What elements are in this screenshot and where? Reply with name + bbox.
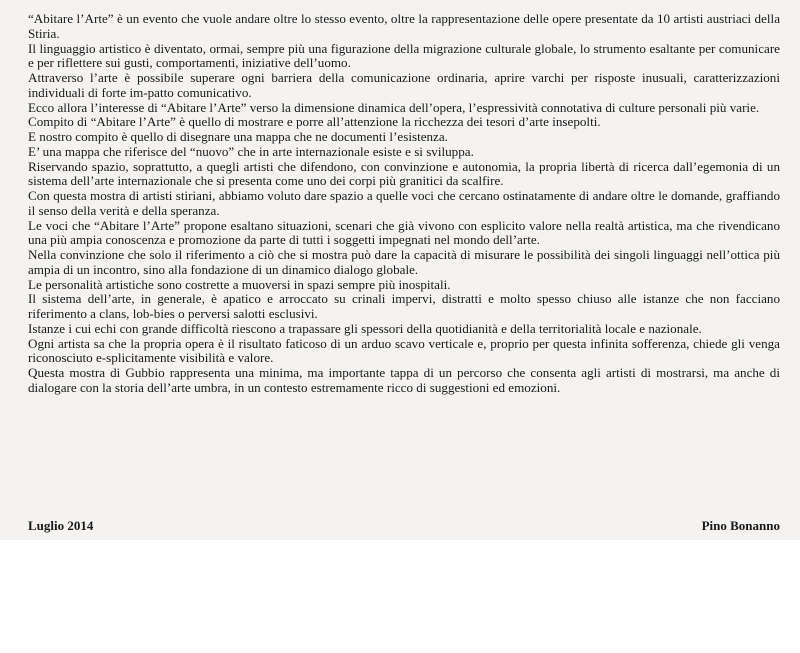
paragraph-8: Riservando spazio, soprattutto, a quegli artisti che difendono, con convinzione e autonomia, la propria libertà di ricerca dall’egemonia di un sistema dell’arte internazionale che si presenta come uno dei corpi più granitici da scalfire. bbox=[28, 158, 780, 189]
date-text: Luglio 2014 bbox=[28, 518, 94, 533]
paragraph-14: Istanze i cui echi con grande difficoltà riescono a trapassare gli spessori della quotidianità e della territorialità locale e nazionale. bbox=[28, 320, 702, 336]
paragraph-15: Ogni artista sa che la propria opera è il risultato faticoso di un arduo scavo verticale e, proprio per questa infinita sofferenza, chiede gli venga riconosciuto e-splicitamente visibilità e valore. bbox=[28, 335, 780, 366]
paragraph-1: “Abitare l’Arte” è un evento che vuole andare oltre lo stesso evento, oltre la rappresentazione delle opere presentate da 10 artisti austriaci della Stiria. bbox=[28, 11, 780, 41]
paragraph-11: Nella convinzione che solo il riferimento a ciò che si mostra può dare la capacità di misurare le possibilità dei singoli linguaggi nell’ottica più ampia di un incontro, sino alla fondazione di un dinamico dialogo globale. bbox=[28, 247, 780, 277]
paragraph-16: Questa mostra di Gubbio rappresenta una minima, ma importante tappa di un percorso che consenta agli artisti di mostrarsi, ma anche di dialogare con la storia dell’arte umbra, in un contesto estremamente ricco di suggestioni ed emozioni. bbox=[28, 365, 780, 395]
author-name: Pino Bonanno bbox=[701, 518, 780, 533]
paragraph-9: Con questa mostra di artisti stiriani, abbiamo voluto dare spazio a quelle voci che cercano ostinatamente di andare oltre le domande, graffiando il senso della verità e della speranza. bbox=[28, 188, 780, 218]
paragraph-5: Compito di “Abitare l’Arte” è quello di mostrare e porre all’attenzione la ricchezza dei tesori d’arte insepolti. bbox=[28, 114, 601, 130]
paragraph-7: E’ una mappa che riferisce del “nuovo” che in arte internazionale esiste e si sviluppa. bbox=[28, 143, 474, 159]
paragraph-6: E nostro compito è quello di disegnare una mappa che ne documenti l’esistenza. bbox=[28, 129, 448, 144]
paragraph-10: Le voci che “Abitare l’Arte” propone esaltano situazioni, scenari che già vivono con esplicito valore nella realtà artistica, ma che rivendicano una più ampia conoscenza e promozione da parte di tutti i soggetti impegnati nel mondo dell’arte. bbox=[28, 217, 780, 248]
paragraph-4: Ecco allora l’interesse di “Abitare l’Arte” verso la dimensione dinamica dell’opera, l’espressività connotativa di culture personali più varie. bbox=[28, 99, 760, 115]
paragraph-13: Il sistema dell’arte, in generale, è apatico e arroccato su crinali impervi, distratti e molto spesso chiuso alle istanze che non facciano riferimento a clans, lob-bies o perversi salotti esclusivi. bbox=[28, 291, 780, 321]
paragraph-3: Attraverso l’arte è possibile superare ogni barriera della comunicazione ordinaria, aprire varchi per risposte inusuali, caratterizzazioni individuali di forte im-patto comunicativo. bbox=[28, 70, 780, 100]
paragraph-12: Le personalità artistiche sono costrette a muoversi in spazi sempre più inospitali. bbox=[28, 276, 451, 292]
paragraph-2: Il linguaggio artistico è diventato, ormai, sempre più una figurazione della migrazione culturale globale, lo strumento esaltante per comunicare e per riflettere sui gusti, comportamenti, iniziative dell’uomo. bbox=[28, 40, 780, 71]
body-text bbox=[28, 12, 780, 396]
